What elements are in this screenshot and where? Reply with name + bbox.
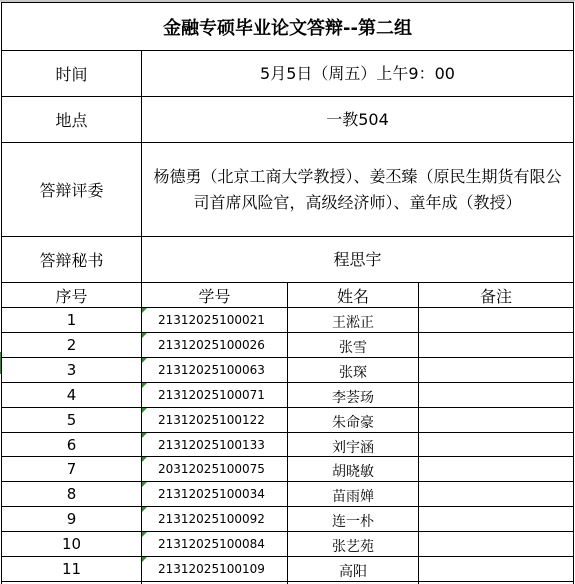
row-note-cell[interactable]	[419, 383, 573, 407]
row-student-id-cell[interactable]: 21312025100021	[142, 308, 287, 332]
row-note-cell[interactable]	[419, 532, 573, 556]
row-note-cell[interactable]	[419, 457, 573, 481]
row-note-cell[interactable]	[419, 557, 573, 581]
grid-line	[1, 332, 573, 333]
grid-line	[1, 382, 573, 383]
number-as-text-warning-icon	[142, 532, 147, 537]
committee-label[interactable]: 答辩评委	[39, 181, 104, 200]
row-student-id-cell[interactable]: 21312025100026	[142, 333, 287, 357]
row-name-cell[interactable]: 张艺苑	[332, 539, 374, 555]
row-note-cell[interactable]	[419, 408, 573, 432]
grid-line	[1, 581, 573, 582]
number-as-text-warning-icon	[142, 433, 147, 438]
time-label[interactable]: 时间	[55, 65, 88, 84]
row-note-cell[interactable]	[419, 507, 573, 531]
row-seq-cell[interactable]: 4	[66, 386, 77, 404]
row-note-cell[interactable]	[419, 333, 573, 357]
row-seq-cell[interactable]: 9	[66, 510, 77, 528]
row-seq-cell[interactable]: 6	[66, 436, 77, 454]
sheet-title[interactable]: 金融专硕毕业论文答辩--第二组	[163, 17, 412, 39]
row-student-id-cell[interactable]: 21312025100092	[142, 507, 287, 531]
secretary-label[interactable]: 答辩秘书	[39, 251, 104, 270]
row-name-cell[interactable]: 李荟玚	[332, 390, 374, 406]
grid-line	[1, 96, 573, 97]
grid-line	[1, 2, 573, 3]
grid-line	[1, 456, 573, 457]
row-student-id-cell[interactable]: 20312025100075	[142, 457, 287, 481]
number-as-text-warning-icon	[142, 358, 147, 363]
row-name-cell[interactable]: 王淞正	[332, 315, 374, 331]
row-name-cell[interactable]: 张雪	[339, 340, 367, 356]
number-as-text-warning-icon	[142, 557, 147, 562]
grid-line	[1, 506, 573, 507]
row-name-cell[interactable]: 胡晓敏	[332, 464, 374, 480]
row-student-id-cell[interactable]: 21312025100109	[142, 557, 287, 581]
row-note-cell[interactable]	[419, 482, 573, 506]
number-as-text-warning-icon	[142, 507, 147, 512]
row-name-cell[interactable]: 刘宇涵	[332, 440, 374, 456]
grid-line	[418, 282, 419, 584]
number-as-text-warning-icon	[142, 308, 147, 313]
row-seq-cell[interactable]: 7	[66, 460, 77, 478]
grid-line	[1, 142, 573, 143]
row-student-id-cell[interactable]: 21312025100071	[142, 383, 287, 407]
time-value[interactable]: 5月5日（周五）上午9：00	[260, 63, 455, 83]
row-seq-cell[interactable]: 3	[66, 361, 77, 379]
grid-line	[1, 357, 573, 358]
grid-line	[1, 481, 573, 482]
grid-line	[287, 282, 288, 584]
number-as-text-warning-icon	[142, 333, 147, 338]
row-seq-cell[interactable]: 2	[66, 336, 77, 354]
location-label[interactable]: 地点	[55, 111, 88, 130]
grid-line	[141, 50, 142, 584]
row-note-cell[interactable]	[419, 433, 573, 456]
header-name[interactable]: 姓名	[336, 286, 369, 306]
row-seq-cell[interactable]: 10	[61, 535, 82, 553]
row-name-cell[interactable]: 苗雨婵	[332, 489, 374, 505]
grid-line	[1, 50, 573, 51]
grid-line	[1, 407, 573, 408]
number-as-text-warning-icon	[142, 408, 147, 413]
row-name-cell[interactable]: 连一朴	[332, 514, 374, 530]
number-as-text-warning-icon	[142, 482, 147, 487]
row-note-cell[interactable]	[419, 308, 573, 332]
secretary-value[interactable]: 程思宇	[333, 249, 382, 269]
row-name-cell[interactable]: 高阳	[339, 564, 367, 580]
header-student-id[interactable]: 学号	[198, 286, 231, 306]
committee-value[interactable]: 杨德勇（北京工商大学教授）、姜丕臻（原民生期货有限公司首席风险官，高级经济师）、童年成（教授）	[153, 166, 562, 212]
header-seq[interactable]: 序号	[55, 286, 88, 306]
location-value[interactable]: 一教504	[326, 109, 389, 129]
grid-line	[573, 2, 574, 584]
row-student-id-cell[interactable]: 21312025100063	[142, 358, 287, 382]
row-student-id-cell[interactable]: 21312025100084	[142, 532, 287, 556]
header-note[interactable]: 备注	[479, 286, 512, 306]
row-name-cell[interactable]: 张琛	[339, 365, 367, 381]
number-as-text-warning-icon	[142, 457, 147, 462]
row-seq-cell[interactable]: 8	[66, 485, 77, 503]
row-name-cell[interactable]: 朱命豪	[332, 415, 374, 431]
grid-line	[1, 2, 2, 584]
number-as-text-warning-icon	[142, 383, 147, 388]
grid-line	[1, 432, 573, 433]
grid-line	[1, 556, 573, 557]
row-seq-cell[interactable]: 5	[66, 411, 77, 429]
row-student-id-cell[interactable]: 21312025100122	[142, 408, 287, 432]
grid-line	[1, 531, 573, 532]
row-note-cell[interactable]	[419, 358, 573, 382]
row-seq-cell[interactable]: 1	[66, 311, 77, 329]
row-seq-cell[interactable]: 11	[61, 560, 82, 578]
grid-line	[1, 236, 573, 237]
row-student-id-cell[interactable]: 21312025100133	[142, 433, 287, 456]
row-student-id-cell[interactable]: 21312025100034	[142, 482, 287, 506]
